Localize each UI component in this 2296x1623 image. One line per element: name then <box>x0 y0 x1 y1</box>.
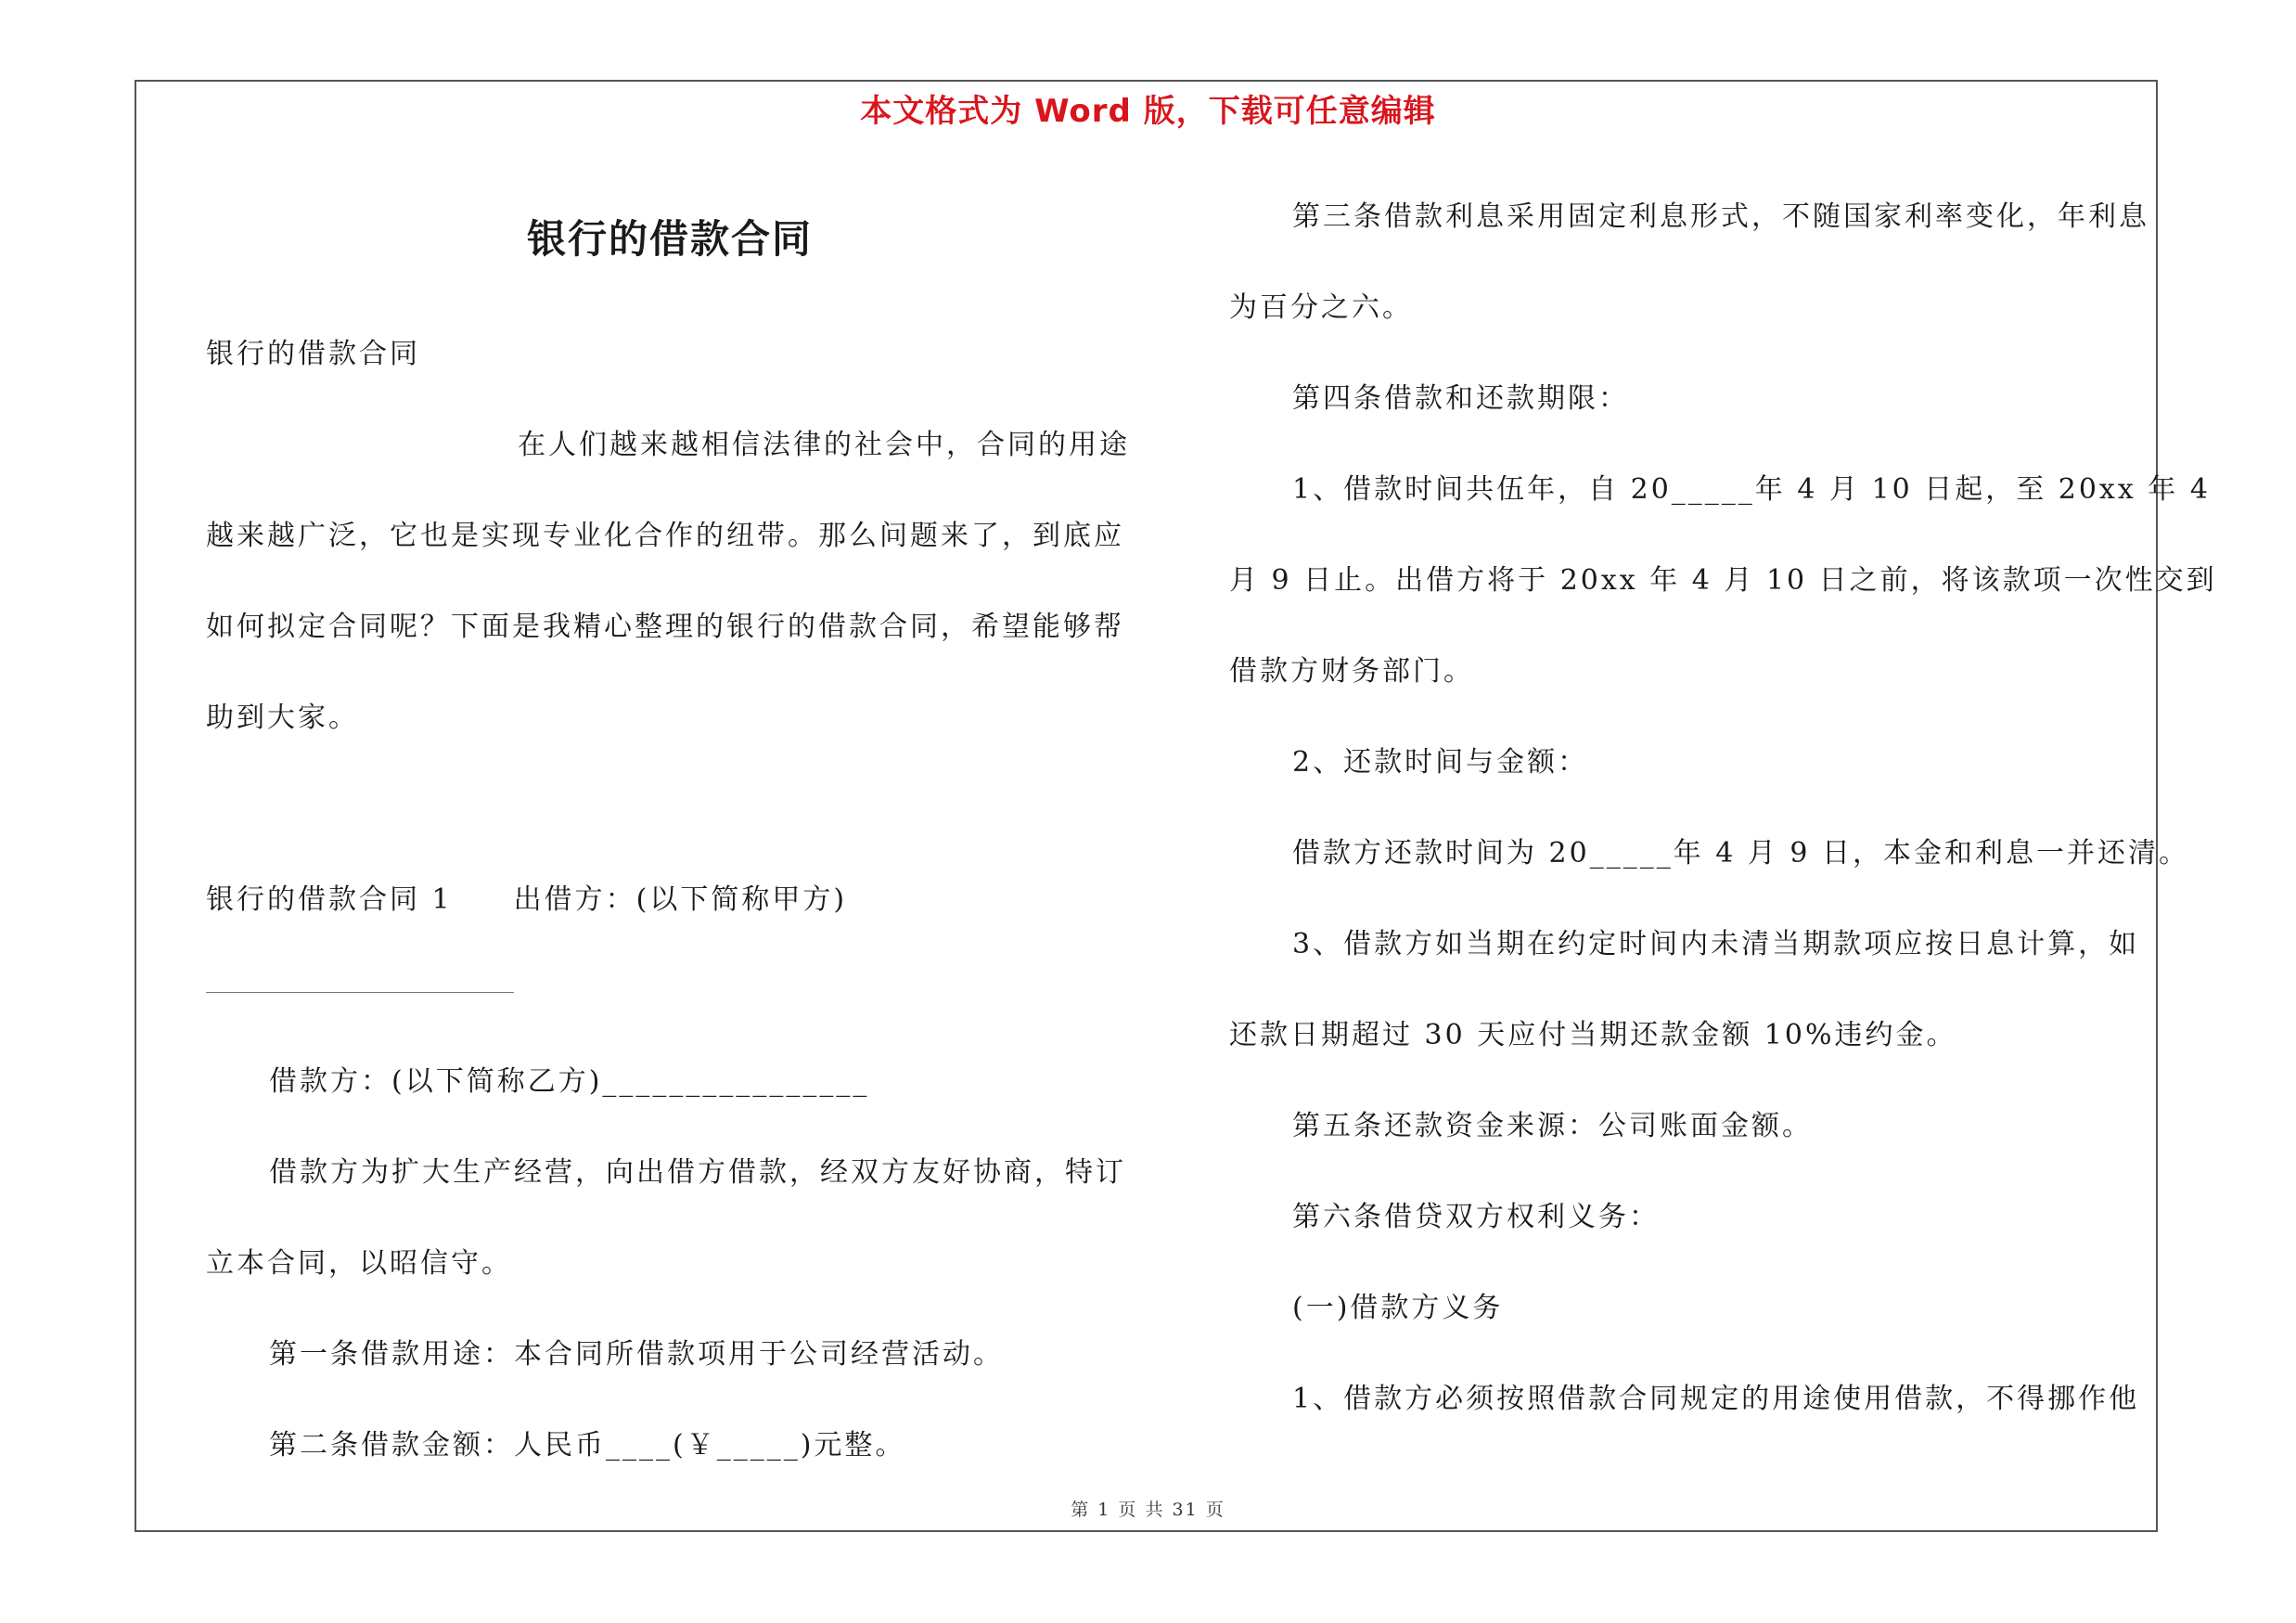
article-4-item-3-line-2: 还款日期超过 30 天应付当期还款金额 10%违约金。 <box>1229 1019 1957 1051</box>
current-page-number: 1 <box>1097 1500 1111 1520</box>
subtitle-line: 银行的借款合同 <box>206 338 420 370</box>
article-4-item-3-line-1: 3、借款方如当期在约定时间内未清当期款项应按日息计算，如 <box>1292 928 2140 960</box>
document-title: 银行的借款合同 <box>526 216 813 262</box>
intro-line-4: 助到大家。 <box>206 702 359 734</box>
article-5: 第五条还款资金来源：公司账面金额。 <box>1292 1110 1813 1142</box>
article-4-item-1-line-2: 月 9 日止。出借方将于 20xx 年 4 月 10 日之前，将该款项一次性交到 <box>1229 564 2217 597</box>
repayment-line: 借款方还款时间为 20_____年 4 月 9 日，本金和利息一并还清。 <box>1292 837 2190 869</box>
borrower-line: 借款方：(以下简称乙方)________________ <box>269 1065 870 1098</box>
article-4-heading: 第四条借款和还款期限： <box>1292 382 1629 415</box>
article-1: 第一条借款用途：本合同所借款项用于公司经营活动。 <box>269 1338 1004 1371</box>
total-page-count: 31 <box>1172 1500 1199 1520</box>
article-3-line-2: 为百分之六。 <box>1229 291 1413 324</box>
page-frame <box>135 80 2158 1532</box>
page-number-footer <box>0 1496 2296 1521</box>
intro-line-1: 在人们越来越相信法律的社会中，合同的用途 <box>518 429 1130 461</box>
article-4-item-2: 2、还款时间与金额： <box>1292 746 1589 779</box>
intro-line-3: 如何拟定合同呢？下面是我精心整理的银行的借款合同，希望能够帮 <box>206 611 1124 643</box>
intro-line-2: 越来越广泛，它也是实现专业化合作的纽带。那么问题来了，到底应 <box>206 520 1124 552</box>
borrower-duty-1: 1、借款方必须按照借款合同规定的用途使用借款，不得挪作他 <box>1292 1383 2140 1415</box>
format-banner: 本文格式为 Word 版，下载可任意编辑 <box>860 93 1436 130</box>
borrower-duties-heading: (一)借款方义务 <box>1292 1292 1504 1324</box>
contract-heading-lender: 银行的借款合同 1 出借方：(以下简称甲方) <box>206 883 848 916</box>
footer-suffix: 页 <box>1205 1500 1225 1520</box>
article-4-item-1-line-1: 1、借款时间共伍年，自 20_____年 4 月 10 日起，至 20xx 年 4 <box>1292 473 2211 506</box>
article-2: 第二条借款金额：人民币____(￥_____)元整。 <box>269 1429 906 1462</box>
purpose-line-1: 借款方为扩大生产经营，向出借方借款，经双方友好协商，特订 <box>269 1156 1126 1189</box>
purpose-line-2: 立本合同，以昭信守。 <box>206 1247 512 1280</box>
article-6-heading: 第六条借贷双方权利义务： <box>1292 1201 1660 1233</box>
footer-middle: 页 共 <box>1118 1500 1165 1520</box>
article-3-line-1: 第三条借款利息采用固定利息形式，不随国家利率变化，年利息 <box>1292 200 2149 233</box>
article-4-item-1-line-3: 借款方财务部门。 <box>1229 655 1474 688</box>
blank-rule <box>206 992 514 993</box>
footer-prefix: 第 <box>1071 1500 1091 1520</box>
